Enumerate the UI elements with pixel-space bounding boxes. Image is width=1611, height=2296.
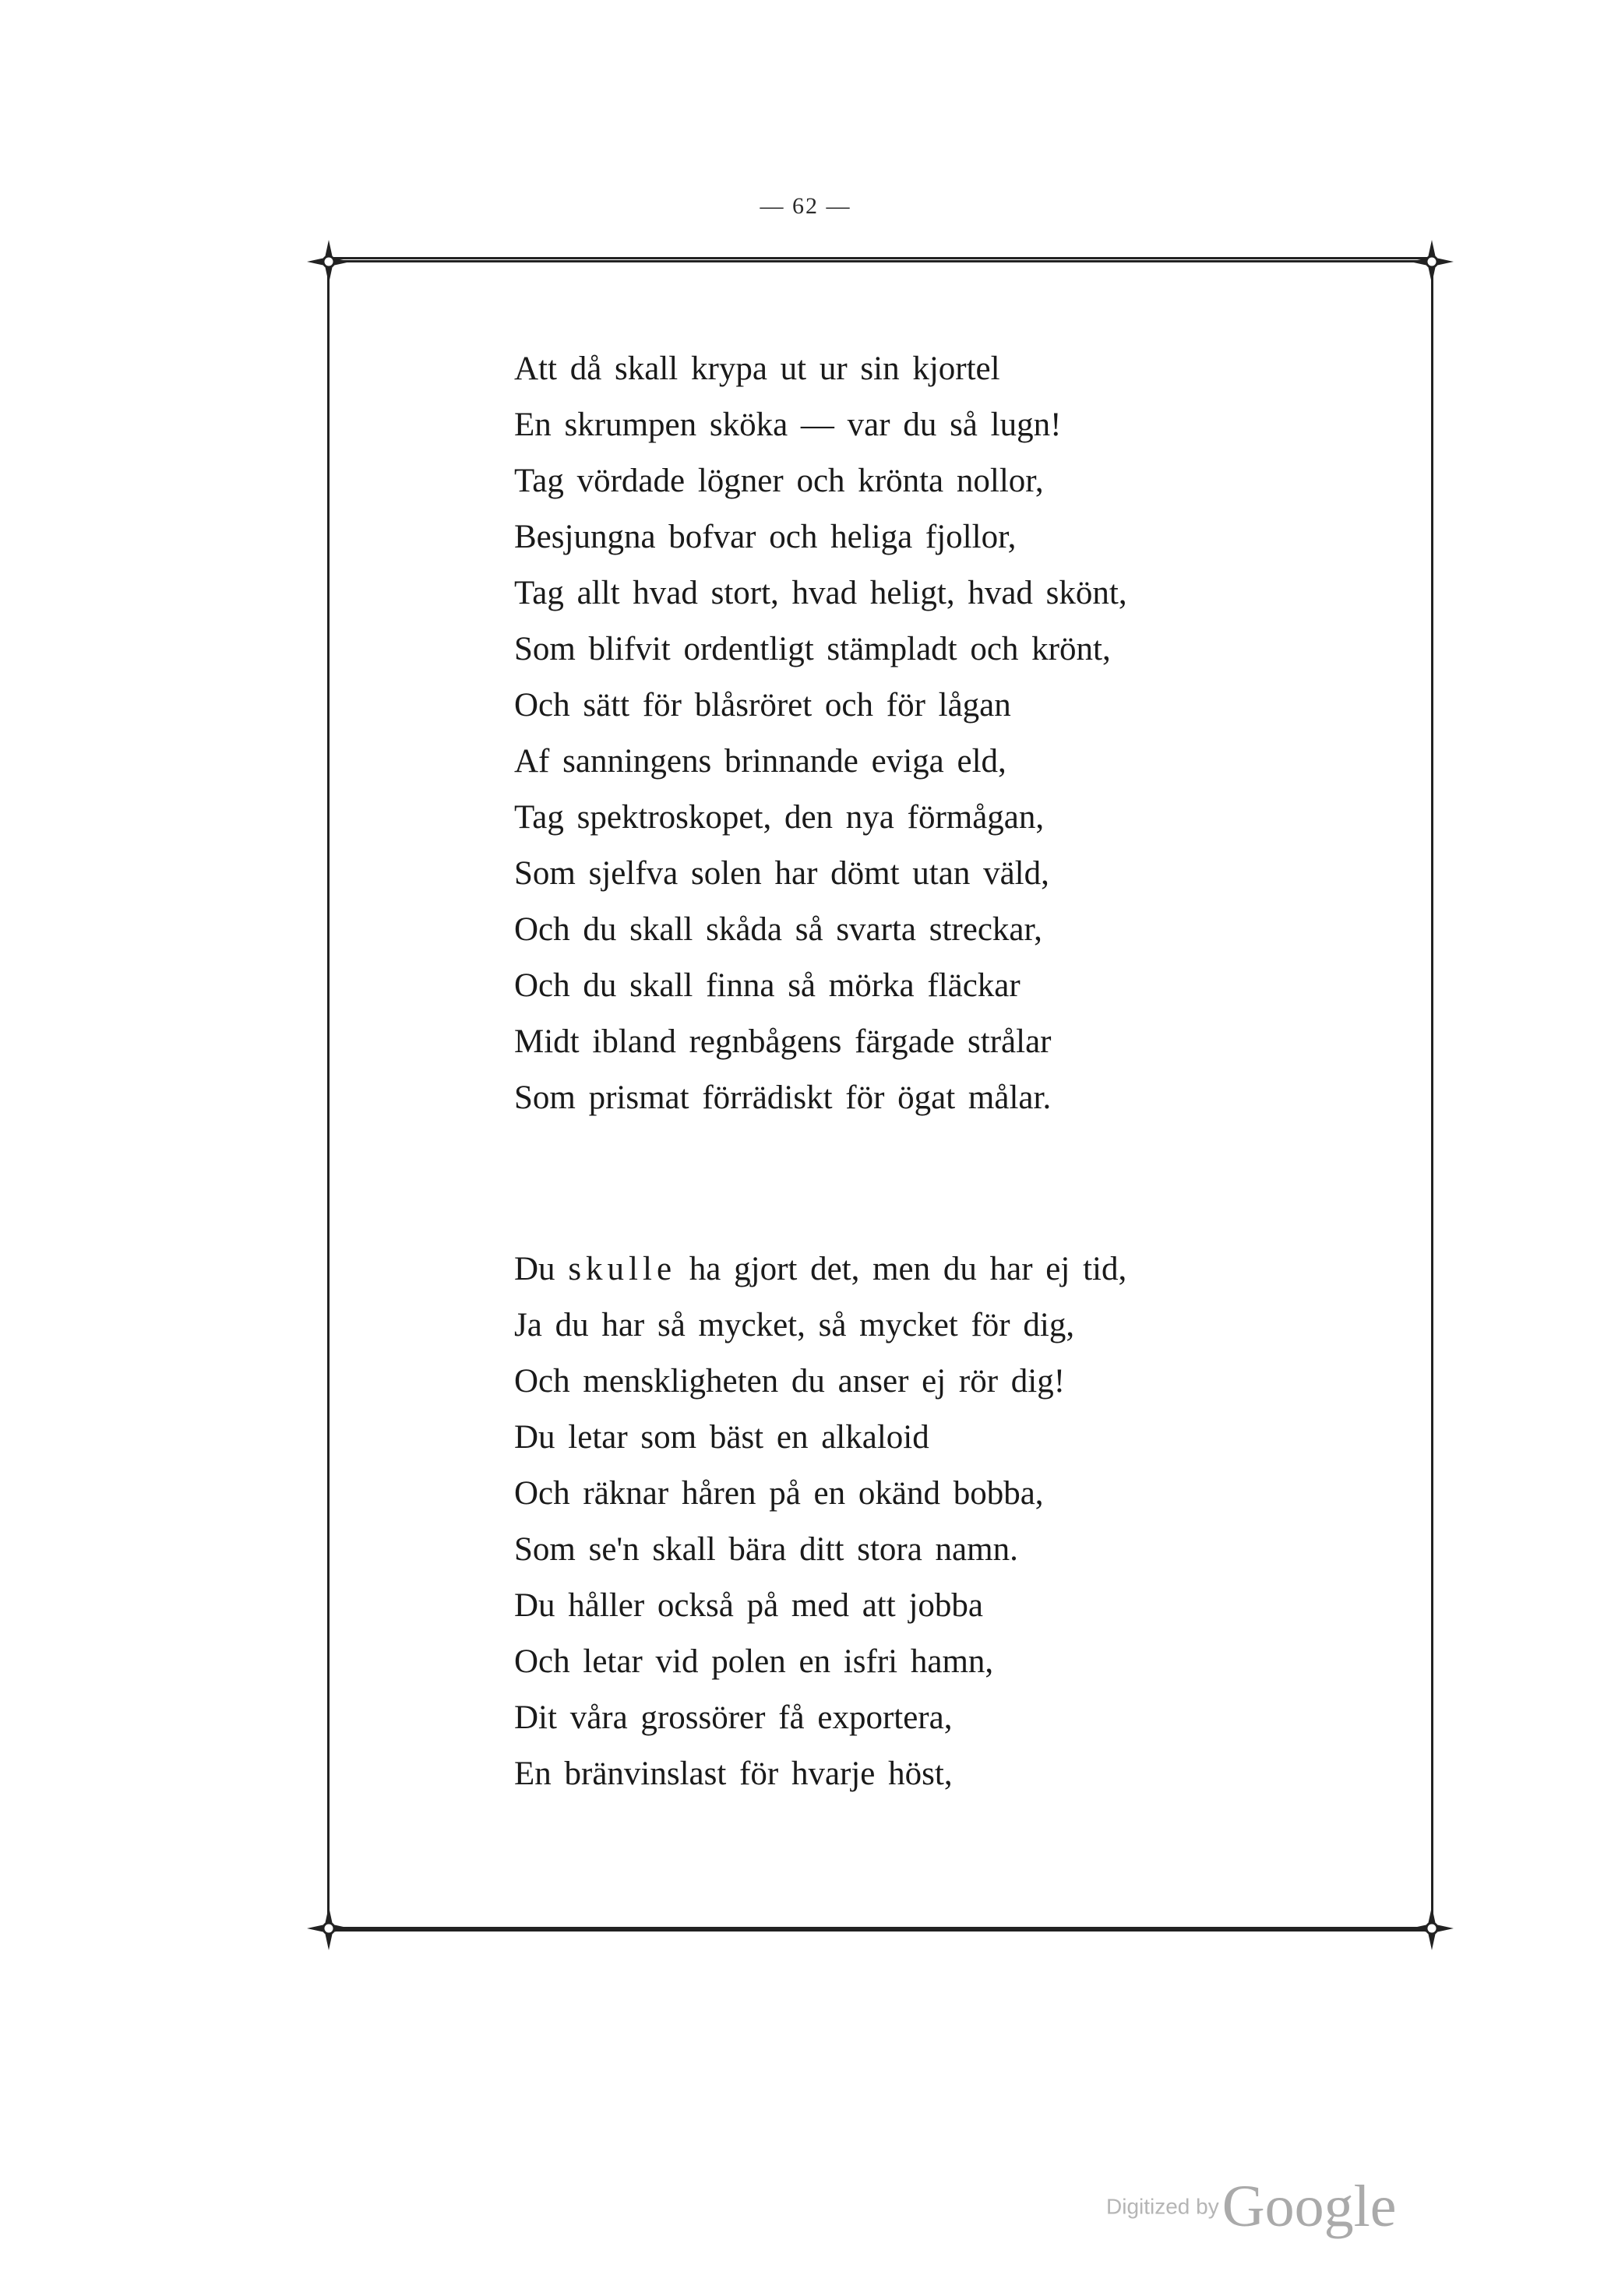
poem-text bbox=[514, 341, 1387, 1802]
stanza-gap bbox=[514, 1126, 1387, 1241]
verse-line: Dit våra grossörer få exportera, bbox=[514, 1699, 953, 1736]
corner-ornament-icon bbox=[305, 238, 352, 285]
verse-line: Och räknar håren på en okänd bobba, bbox=[514, 1475, 1044, 1512]
verse-rest: ha gjort det, men du har ej tid, bbox=[689, 1251, 1127, 1287]
verse-line: Som sjelfva solen har dömt utan väld, bbox=[514, 855, 1049, 892]
verse-line: En skrumpen sköka — var du så lugn! bbox=[514, 407, 1062, 443]
verse-line: Och letar vid polen en isfri hamn, bbox=[514, 1643, 994, 1680]
watermark-brand: Google bbox=[1221, 2174, 1397, 2239]
verse-line: Ja du har så mycket, så mycket för dig, bbox=[514, 1307, 1075, 1343]
verse-line: Och sätt för blåsröret och för lågan bbox=[514, 687, 1011, 724]
corner-ornament-icon bbox=[305, 1905, 352, 1952]
stanza-1 bbox=[514, 341, 1387, 1126]
verse-line: Som blifvit ordentligt stämpladt och krönt, bbox=[514, 631, 1111, 667]
verse-line bbox=[514, 1241, 1387, 1298]
corner-ornament-icon bbox=[1408, 1905, 1455, 1952]
verse-line: Besjungna bofvar och heliga fjollor, bbox=[514, 519, 1017, 555]
verse-line: Midt ibland regnbågens färgade strålar bbox=[514, 1023, 1052, 1060]
verse-line: Som se'n skall bära ditt stora namn. bbox=[514, 1531, 1018, 1568]
verse-line: Tag allt hvad stort, hvad heligt, hvad skönt, bbox=[514, 575, 1127, 611]
verse-word: Du bbox=[514, 1251, 555, 1287]
verse-line: Du letar som bäst en alkaloid bbox=[514, 1419, 929, 1456]
frame-bottom-rule bbox=[316, 1927, 1445, 1929]
verse-line: Och du skall finna så mörka fläckar bbox=[514, 967, 1021, 1004]
verse-line: Att då skall krypa ut ur sin kjortel bbox=[514, 350, 1000, 387]
verse-line: Tag vördade lögner och krönta nollor, bbox=[514, 463, 1044, 499]
spaced-word: skulle bbox=[568, 1251, 677, 1287]
verse-line: En bränvinslast för hvarje höst, bbox=[514, 1755, 953, 1792]
verse-line: Du håller också på med att jobba bbox=[514, 1587, 983, 1624]
digitized-watermark bbox=[1106, 2173, 1396, 2241]
page-number: — 62 — bbox=[760, 193, 851, 219]
verse-line: Som prismat förrädiskt för ögat målar. bbox=[514, 1079, 1052, 1116]
corner-ornament-icon bbox=[1408, 238, 1455, 285]
watermark-prefix: Digitized by bbox=[1106, 2194, 1219, 2219]
verse-line: Tag spektroskopet, den nya förmågan, bbox=[514, 799, 1045, 836]
verse-line: Och du skall skåda så svarta streckar, bbox=[514, 911, 1042, 948]
verse-line: Och menskligheten du anser ej rör dig! bbox=[514, 1363, 1066, 1400]
stanza-2 bbox=[514, 1241, 1387, 1802]
verse-line: Af sanningens brinnande eviga eld, bbox=[514, 743, 1006, 780]
frame-top-rule bbox=[316, 260, 1445, 262]
